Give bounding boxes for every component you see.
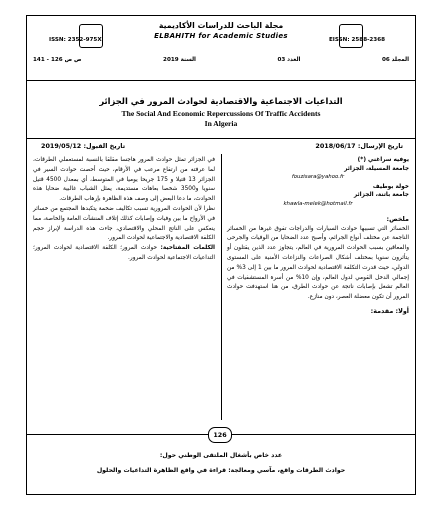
author2-email[interactable]: khawla-melek@hotmail.fr [283, 200, 353, 207]
article-title-english-line1: The Social And Economic Repercussions Of Traffic Accidents [121, 109, 321, 118]
volume: المجلد 06 [381, 57, 409, 63]
divider [27, 138, 415, 139]
author2-name: خولة بوطيف [372, 183, 409, 190]
intro-heading: أولا: مقدمة: [370, 306, 409, 315]
abstract-label: ملخص: [386, 214, 409, 223]
abstract-text: الخسائر التي تسببها حوادث السيارات والدراجات تفوق غيرها من الخسائر الناجمة عن مختلف أنواع الجرائم، وأصبح عدد الضحايا من الوفيات والجرحى والمعاقين بسبب الحوادث المرورية في العالم، يتجاوز عدد الذين يقتلون أو يتأثرون سنويا بمختلف أشكال الصراعات والنزاعات الأمنية على المستوى الدولي، حيث قدرت التكلفة الاقتصادية لحوادث المرور ما بين 1 إلى 3% من إجمالي الدخل القومي لدول العالم، وإن 10% من أسرة المستشفيات في العالم تشغل بإصابات ناتجة عن حوادث الطرق، من هنا استهدفت حوادث المرور أن تكون معضلة العصر، دون منازع. [227, 225, 409, 301]
column-divider [221, 154, 222, 420]
author1-name: يوفيه سراغني (*) [357, 157, 409, 163]
right-column [227, 156, 409, 316]
journal-title-arabic: مجلة الباحث للدراسات الأكاديمية [158, 21, 284, 30]
article-title-english [27, 109, 415, 129]
article-dates [41, 142, 403, 150]
author2-affiliation: جامعة باتنة، الجزائر [353, 192, 409, 199]
issn-online: EISSN: 2588-2368 [328, 37, 385, 43]
date-accepted: تاريخ القبول: 2019/05/12 [41, 142, 126, 150]
date-received: تاريخ الإرسال: 2018/06/17 [315, 142, 403, 150]
issue: العدد 03 [277, 57, 301, 63]
left-column [33, 156, 215, 264]
issn-print: ISSN: 2352-975X [49, 37, 102, 43]
page-range: ص ص 126 - 141 [33, 57, 82, 63]
footer-line2: حوادث الطرقات واقع، مآسي ومعالجة: قراءة في واقع الظاهرة التداعيات والحلول [96, 467, 346, 474]
intro-paragraph-1: في الجزائر تمثل حوادث المرور هاجسا مقلقا بالنسبة لمستعملي الطرقات، لما عرفته من ارتفاع مرعب في الأرقام، حيث أحصت حوادث السير في الجزائر 13 قتيلا و 175 جريحا يوميا في المتوسط، أي بمعدل 4500 قتيل سنويا و3500 شخصا بعاهات مستديمة، يمثل الشباب غالبية ضحايا هذه الحوادث، ما دعا البعض إلى وصف هذه الظاهرة بإرهاب الطرقات. [33, 157, 215, 203]
keywords-label: الكلمات المفتاحية: [160, 245, 216, 252]
year: السنة 2019 [163, 57, 196, 63]
article-title-english-line2: In Algeria [204, 119, 238, 128]
page-frame [26, 15, 416, 495]
journal-title-english: ELBAHITH for Academic Studies [154, 32, 288, 40]
issue-meta [33, 57, 409, 63]
intro-paragraph-2: نظرا لأن الحوادث المرورية تسبب تكاليف ضخمة يتكبدها المجتمع من خسائر في الأرواح ما بين وفيات وإصابات كذلك إتلاف المنشآت العامة والخاصة، مما ينعكس على الناتج المحلي والاقتصادي، جاءت هذه الدراسة لإبراز حجم الكلفة الاقتصادية والاجتماعية لحوادث المرور. [33, 205, 215, 242]
keywords [33, 244, 215, 264]
page-number: 126 [208, 427, 232, 443]
author1-email[interactable]: fouzisara@yahoo.fr [291, 174, 345, 181]
article-title-arabic: التداعيات الاجتماعية والاقتصادية لحوادث المرور في الجزائر [99, 96, 343, 106]
footer-line1: عدد خاص بأشغال الملتقى الوطني حول: [159, 452, 283, 459]
keywords-text: حوادث المرور؛ الكلفة الاقتصادية لحوادث المرور؛ التداعيات الاجتماعية لحوادث المرور. [33, 245, 215, 261]
author1-affiliation: جامعة المسيلة، الجزائر [344, 165, 409, 172]
journal-header [27, 16, 415, 81]
